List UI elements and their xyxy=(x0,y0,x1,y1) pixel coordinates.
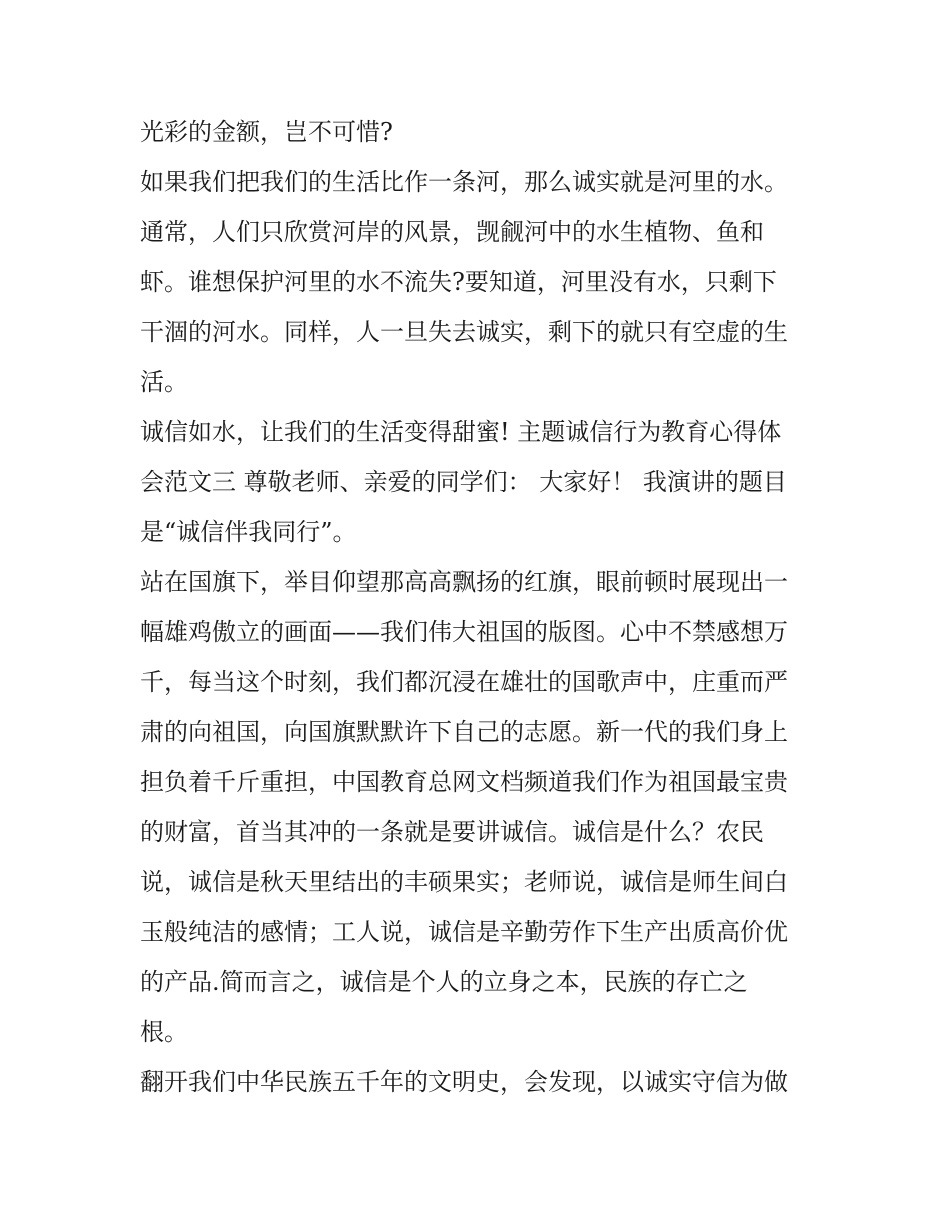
text-line: 站在国旗下，举目仰望那高高飘扬的红旗，眼前顿时展现出一 xyxy=(140,568,788,596)
text-line: 肃的向祖国，向国旗默默许下自己的志愿。新一代的我们身上 xyxy=(140,718,788,746)
text-line: 担负着千斤重担，中国教育总网文档频道我们作为祖国最宝贵 xyxy=(140,768,788,796)
text-line: 玉般纯洁的感情；工人说，诚信是辛勤劳作下生产出质高价优 xyxy=(140,918,788,946)
text-line: 千，每当这个时刻，我们都沉浸在雄壮的国歌声中，庄重而严 xyxy=(140,668,788,696)
text-line: 诚信如水，让我们的生活变得甜蜜! 主题诚信行为教育心得体 xyxy=(140,418,782,446)
text-line: 通常，人们只欣赏河岸的风景，觊觎河中的水生植物、鱼和 xyxy=(140,218,764,246)
text-line: 是“诚信伴我同行”。 xyxy=(140,518,357,546)
document-body xyxy=(140,107,820,1107)
text-line: 光彩的金额，岂不可惜? xyxy=(140,118,393,146)
text-line: 幅雄鸡傲立的画面——我们伟大祖国的版图。心中不禁感想万 xyxy=(140,618,788,646)
text-line: 说，诚信是秋天里结出的丰硕果实；老师说，诚信是师生间白 xyxy=(140,868,788,896)
text-line: 活。 xyxy=(140,368,188,396)
text-line: 虾。谁想保护河里的水不流失?要知道，河里没有水，只剩下 xyxy=(140,268,777,296)
text-line: 的产品.简而言之，诚信是个人的立身之本，民族的存亡之 xyxy=(140,968,748,996)
text-line: 如果我们把我们的生活比作一条河，那么诚实就是河里的水。 xyxy=(140,168,788,196)
text-line: 的财富，首当其冲的一条就是要讲诚信。诚信是什么？农民 xyxy=(140,818,764,846)
text-line: 干涸的河水。同样，人一旦失去诚实，剩下的就只有空虚的生 xyxy=(140,318,788,346)
text-line: 会范文三 尊敬老师、亲爱的同学们： 大家好！ 我演讲的题目 xyxy=(140,468,787,496)
text-line: 翻开我们中华民族五千年的文明史，会发现，以诚实守信为做 xyxy=(140,1068,788,1096)
text-line: 根。 xyxy=(140,1018,188,1046)
